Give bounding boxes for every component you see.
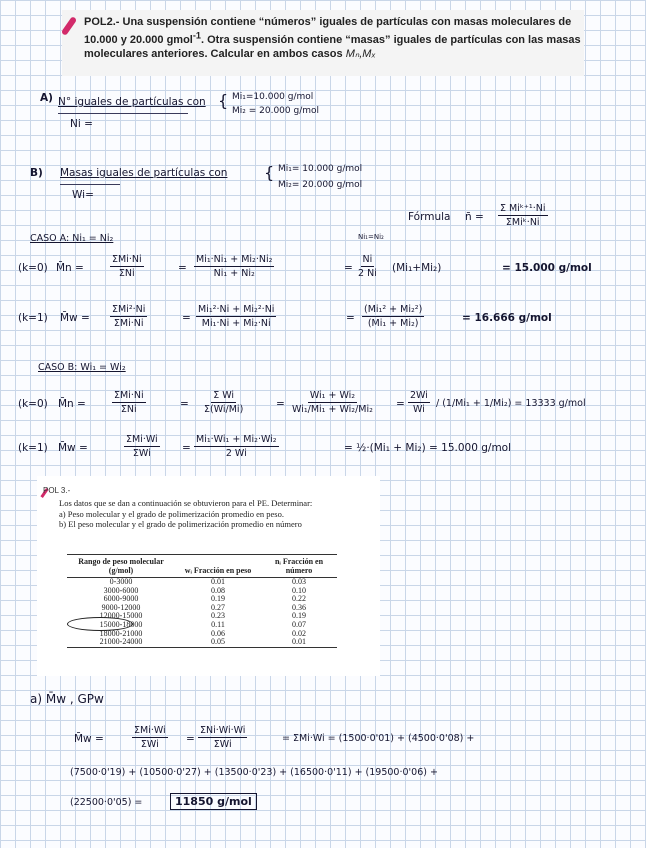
section-a-label: A) (40, 92, 53, 104)
table-row: 15000-18000 0.11 0.07 (99, 619, 306, 629)
section-a-ni: Ni = (70, 118, 93, 130)
section-a-data1: Mi₁=10.000 g/mol (232, 92, 314, 102)
pol3-intro: Los datos que se dan a continuación se obtuvieron para el PE. Determinar: a) Peso molecular y el grado de polimerización promedio en peso. b) El peso molecular y el grado de polimerización promedio en número (59, 498, 313, 529)
cases: Mₙ,Mₓ (345, 47, 376, 60)
caso-a-label: CASO A: Ni₁ = Ni₂ (30, 233, 114, 244)
caso-a-mn-result: = 15.000 g/mol (502, 262, 592, 274)
table-row: 21000-24000 0.05 0.01 (67, 638, 337, 647)
answer-label: a) M̄w , GPw (30, 692, 104, 706)
pol3-problem-image (37, 476, 380, 676)
formula-label: Fórmula (408, 211, 451, 223)
section-b-data2: Mi₂= 20.000 g/mol (278, 180, 363, 190)
highlight-circle (67, 617, 133, 631)
table-row: 0-3000 0.01 0.03 (109, 577, 306, 586)
table-row: 18000-21000 0.06 0.02 (99, 628, 306, 638)
caso-b-label: CASO B: Wi₁ = Wi₂ (38, 362, 126, 373)
section-b-data1: Mi₁= 10.000 g/mol (278, 164, 363, 174)
caso-b-mw-result: = ½·(Mi₁ + Mi₂) = 15.000 g/mol (344, 442, 512, 454)
header-title: POL2.- Una suspensión contiene “números” iguales de partículas con masas moleculares de 10.000 y 20.000 gmol (84, 16, 572, 47)
table-row: 12000-15000 0.23 0.19 (99, 611, 306, 621)
table-row: 6000-9000 0.19 0.22 (103, 594, 306, 604)
pol3-label: POL 3.- (43, 486, 71, 495)
section-b-wi: Wi= (72, 189, 94, 201)
problem-statement: POL2.- Una suspensión contiene “números” iguales de partículas con masas moleculares de 10.000 y 20.000 gmol$^{-1}$. Otra suspensión contiene “masas” iguales de partículas con las masas moleculares anteriores. Calcular en ambos casos Mₙ,Mₓ (84, 16, 581, 60)
section-b-line1: Masas iguales de partículas con (60, 167, 228, 179)
general-formula: Σ Miᵏ⁺¹·Ni ΣMiᵏ·Ni (500, 203, 546, 228)
section-a-data2: Mi₂ = 20.000 g/mol (232, 106, 320, 116)
caso-b-mn-result: / (1/Mi₁ + 1/Mi₂) = 13333 g/mol (436, 398, 586, 409)
final-result: 11850 g/mol (170, 793, 257, 810)
section-a-line1: N° iguales de partículas con (58, 96, 206, 108)
section-b-label: B) (30, 167, 43, 179)
molecular-weight-table: Rango de peso molecular (g/mol) wᵢ Fracción en peso nᵢ Fracción en número 0-3000 0.01 0.03 3000-6000 0.08 0.10 6000-9000 0.19 0.22 9000-12000 0.27 0.36 12000-15000 0.23 0.19 15000-18000 0.11 0.07 18000-21000 0.06 0.02 21000-24000 0.05 0.01 (67, 554, 337, 648)
caso-a-mw-result: = 16.666 g/mol (462, 312, 552, 324)
table-row: 3000-6000 0.08 0.10 (103, 585, 306, 595)
table-row: 9000-12000 0.27 0.36 (101, 602, 306, 612)
